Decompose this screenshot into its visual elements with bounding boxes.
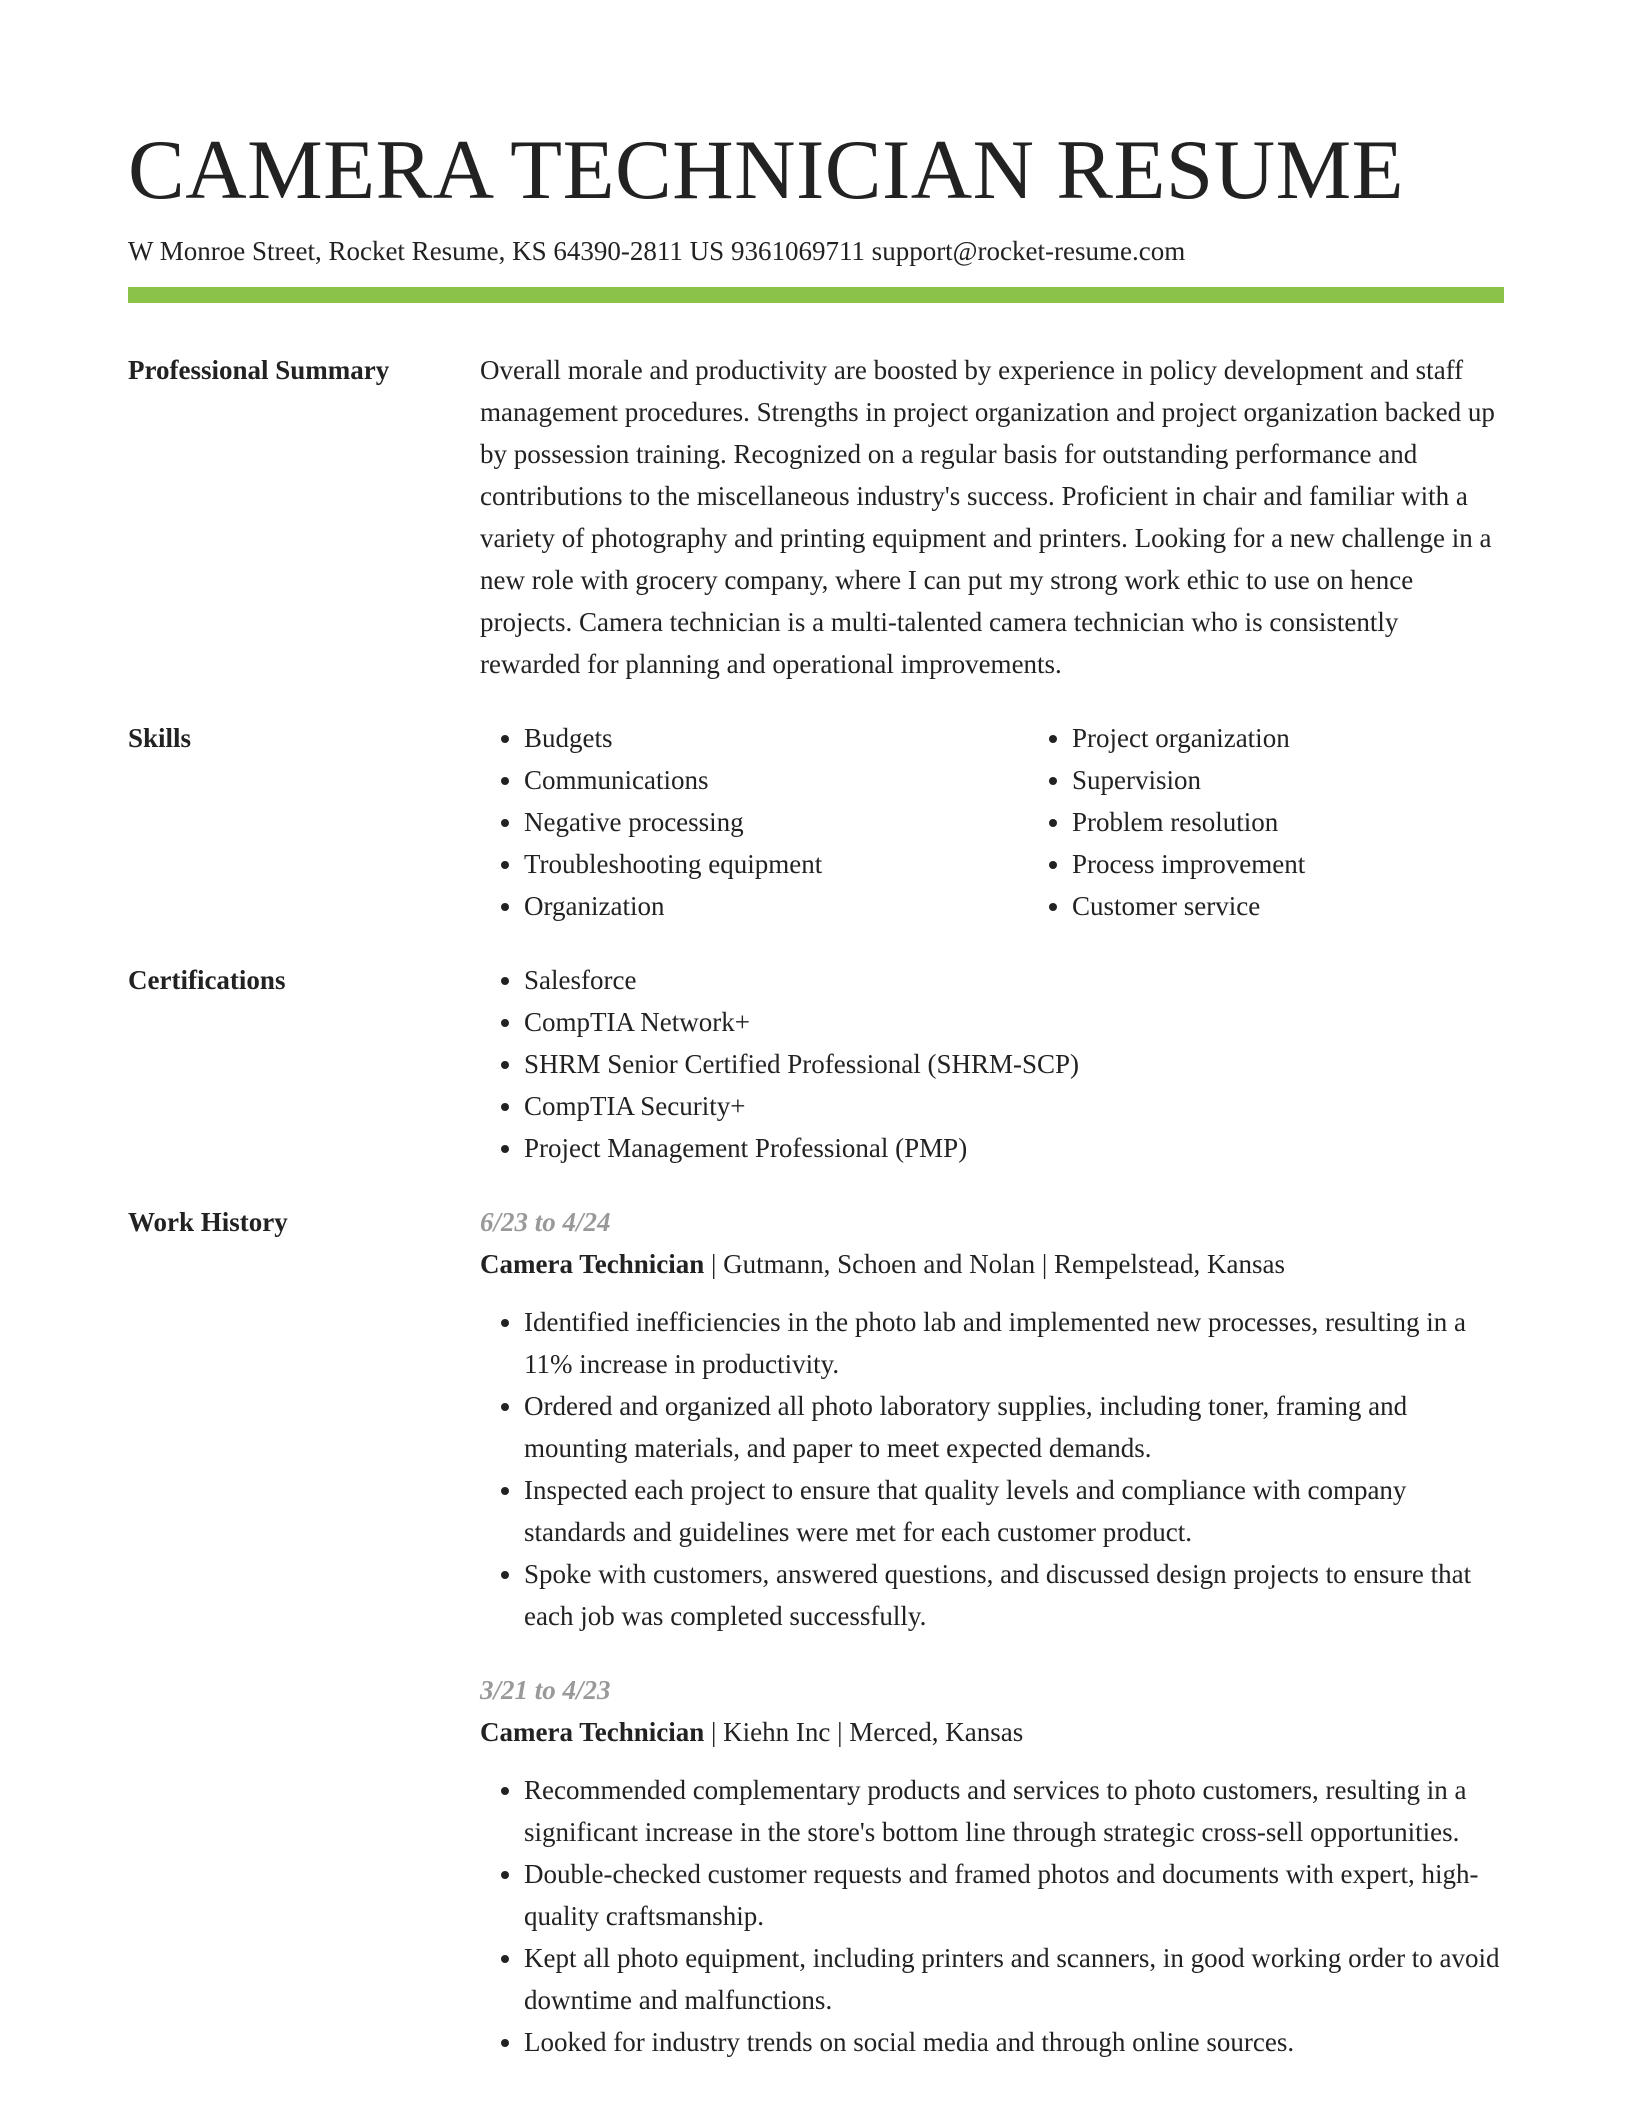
certification-item: • Project Management Professional (PMP) — [524, 1127, 1504, 1169]
skills-grid — [480, 717, 1576, 927]
job-bullet: • Inspected each project to ensure that quality levels and compliance with company standards and guidelines were met for each customer product. — [524, 1469, 1504, 1553]
skill-item: • Troubleshooting equipment — [524, 843, 1028, 885]
job-heading — [480, 1243, 1504, 1285]
summary-text: Overall morale and productivity are boosted by experience in policy development and staff management procedures. Strengths in project organization and project organization backed up by possession training. Recognized on a regular basis for outstanding performance and contributions to the miscellaneous industry's success. Proficient in chair and familiar with a variety of photography and printing equipment and printers. Looking for a new challenge in a new role with grocery company, where I can put my strong work ethic to use on hence projects. Camera technician is a multi-talented camera technician who is consistently rewarded for planning and operational improvements. — [480, 355, 1495, 680]
job-bullet: • Ordered and organized all photo laboratory supplies, including toner, framing and mounting materials, and paper to meet expected demands. — [524, 1385, 1504, 1469]
skills-list-right — [1028, 717, 1576, 927]
skill-item: • Problem resolution — [1072, 801, 1576, 843]
section-label-work-history: Work History — [128, 1207, 288, 1238]
job-bullet: • Identified inefficiencies in the photo lab and implemented new processes, resulting in a 11% increase in productivity. — [524, 1301, 1504, 1385]
certification-item: • CompTIA Network+ — [524, 1001, 1504, 1043]
page-title: CAMERA TECHNICIAN RESUME — [128, 123, 1405, 217]
certifications-list — [480, 959, 1504, 1169]
resume-page — [128, 120, 1504, 2063]
job-bullet: • Kept all photo equipment, including printers and scanners, in good working order to avoid downtime and malfunctions. — [524, 1937, 1504, 2021]
certification-item: • SHRM Senior Certified Professional (SHRM-SCP) — [524, 1043, 1504, 1085]
certification-item: • Salesforce — [524, 959, 1504, 1001]
accent-divider — [128, 287, 1504, 303]
job-dates: 3/21 to 4/23 — [480, 1675, 611, 1706]
job-dates: 6/23 to 4/24 — [480, 1207, 611, 1238]
certifications-body — [480, 959, 1504, 1169]
skill-item: • Organization — [524, 885, 1028, 927]
skills-list-left — [480, 717, 1028, 927]
certifications-section — [128, 959, 1504, 1169]
job-bullet: • Recommended complementary products and services to photo customers, resulting in a significant increase in the store's bottom line through strategic cross-sell opportunities. — [524, 1769, 1504, 1853]
skill-item: • Supervision — [1072, 759, 1576, 801]
skill-item: • Negative processing — [524, 801, 1028, 843]
job-bullets — [480, 1301, 1504, 1637]
job-entry — [480, 1669, 1504, 2063]
skills-body — [480, 717, 1576, 927]
job-entry — [480, 1201, 1504, 1637]
job-heading — [480, 1711, 1504, 1753]
summary-section — [128, 349, 1504, 685]
section-label-skills: Skills — [128, 723, 192, 754]
skill-item: • Project organization — [1072, 717, 1576, 759]
work-history-body — [480, 1201, 1504, 2063]
job-title: Camera Technician — [480, 1249, 705, 1280]
skill-item: • Customer service — [1072, 885, 1576, 927]
skill-item: • Process improvement — [1072, 843, 1576, 885]
skill-item: • Budgets — [524, 717, 1028, 759]
section-label-summary: Professional Summary — [128, 355, 390, 386]
contact-line: W Monroe Street, Rocket Resume, KS 64390-2811 US 9361069711 support@rocket-resume.com — [128, 236, 1186, 266]
job-title: Camera Technician — [480, 1717, 705, 1748]
job-employer-location: | Kiehn Inc | Merced, Kansas — [704, 1717, 1024, 1748]
certification-item: • CompTIA Security+ — [524, 1085, 1504, 1127]
skills-section — [128, 717, 1504, 927]
job-bullet: • Spoke with customers, answered questions, and discussed design projects to ensure that each job was completed successfully. — [524, 1553, 1504, 1637]
job-bullets — [480, 1769, 1504, 2063]
job-bullet: • Double-checked customer requests and framed photos and documents with expert, high-quality craftsmanship. — [524, 1853, 1504, 1937]
section-label-certifications: Certifications — [128, 965, 286, 996]
job-employer-location: | Gutmann, Schoen and Nolan | Rempelstead, Kansas — [704, 1249, 1285, 1280]
skill-item: • Communications — [524, 759, 1028, 801]
work-history-section — [128, 1201, 1504, 2063]
job-bullet: • Looked for industry trends on social media and through online sources. — [524, 2021, 1504, 2063]
